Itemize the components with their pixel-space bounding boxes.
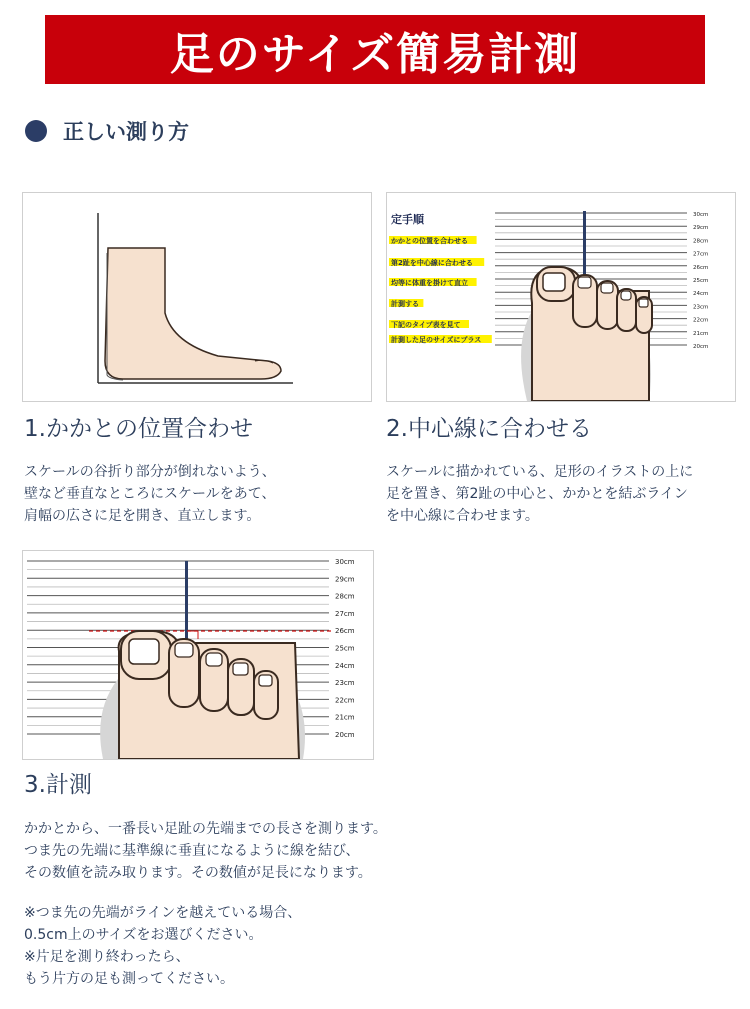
scale-label: 22cm — [693, 317, 709, 324]
step-3-line: かかとから、一番長い足趾の先端までの長さを測ります。 — [24, 821, 387, 837]
scale-label: 25cm — [693, 278, 709, 284]
scale-label: 26cm — [693, 264, 709, 271]
illustration-measurement — [22, 550, 374, 760]
procedure-item: かかとの位置を合わせる — [391, 237, 468, 245]
illustration-heel-alignment — [22, 192, 372, 402]
scale-label: 29cm — [693, 225, 709, 232]
procedure-item: 計測する — [391, 300, 419, 308]
scale-label: 21cm — [693, 330, 709, 337]
procedure-item: 第2趾を中心線に合わせる — [391, 259, 473, 267]
step-3-title: 3.計測 — [24, 772, 92, 798]
page-title: 足のサイズ簡易計測 — [169, 28, 581, 80]
scale-label: 27cm — [335, 609, 355, 618]
scale-label: 20cm — [693, 344, 709, 350]
note-line: ※片足を測り終わったら、 — [24, 949, 190, 965]
section-heading — [25, 116, 189, 146]
procedure-item: 下記のタイプ表を見て — [391, 321, 461, 329]
step-2-line: 足を置き、第2趾の中心と、かかとを結ぶライン — [386, 486, 688, 502]
step-1-line: 壁など垂直なところにスケールをあて、 — [24, 486, 276, 502]
scale-label: 23cm — [335, 679, 355, 688]
scale-label: 30cm — [693, 212, 709, 218]
scale-label: 22cm — [335, 696, 355, 705]
scale-label: 25cm — [335, 644, 355, 653]
step-3-line: その数値を読み取ります。その数値が足長になります。 — [24, 865, 372, 881]
step-3-notes — [24, 902, 301, 990]
scale-label: 30cm — [335, 558, 355, 566]
bullet-dot-icon — [25, 120, 47, 142]
step-1-line: 肩幅の広さに足を開き、直立します。 — [24, 508, 261, 524]
scale-label: 20cm — [335, 731, 355, 739]
note-line: ※つま先の先端がラインを越えている場合、 — [24, 905, 302, 921]
scale-label: 24cm — [335, 661, 355, 670]
scale-label: 26cm — [335, 627, 355, 636]
center-line — [185, 561, 188, 651]
scale-label: 28cm — [335, 592, 355, 601]
step-1-description — [24, 461, 276, 527]
scale-label: 21cm — [335, 713, 355, 722]
procedure-item: 均等に体重を掛けて直立 — [391, 279, 468, 287]
title-banner — [45, 15, 705, 84]
scale-label: 29cm — [335, 575, 355, 584]
step-2-line: スケールに描かれている、足形のイラストの上に — [386, 464, 694, 480]
note-line: もう片方の足も測ってください。 — [24, 971, 234, 987]
scale-label: 27cm — [693, 251, 709, 258]
illustration-center-line — [386, 192, 736, 402]
scale-foot-illustration — [387, 193, 735, 401]
measurement-illustration — [23, 551, 373, 759]
side-foot-illustration — [23, 193, 371, 401]
step-1-line: スケールの谷折り部分が倒れないよう、 — [24, 464, 276, 480]
scale-label: 24cm — [693, 291, 709, 298]
note-line: 0.5cm上のサイズをお選びください。 — [24, 927, 263, 943]
step-2-line: を中心線に合わせます。 — [386, 508, 539, 524]
step-3-line: つま先の先端に基準線に垂直になるように線を結び、 — [24, 843, 360, 859]
procedure-title: 定手順 — [391, 213, 424, 226]
step-2-title: 2.中心線に合わせる — [386, 416, 592, 442]
step-3-description — [24, 818, 387, 884]
scale-label: 23cm — [693, 304, 709, 311]
procedure-item: 計測した足のサイズにプラス — [391, 336, 482, 344]
scale-label: 28cm — [693, 238, 709, 245]
section-heading-text: 正しい測り方 — [63, 120, 189, 144]
step-2-description — [386, 461, 693, 527]
step-1-title: 1.かかとの位置合わせ — [24, 416, 253, 442]
